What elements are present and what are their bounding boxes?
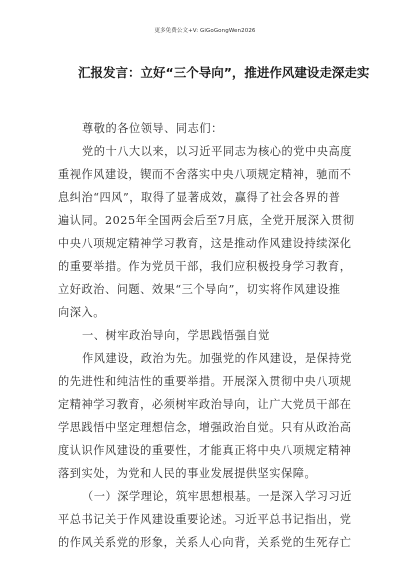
body-line: 向深入。 [58,306,105,319]
body-line: 学思践悟中坚定理想信念，增强政治自觉。只有从政治高 [58,421,352,434]
body-line: 度认识作风建设的重要性，才能真正将中央八项规定精神 [58,444,352,457]
body-line: 立好政治、问题、效果“三个导向”，切实将作风建设推 [58,283,341,296]
body-line: 尊敬的各位领导、同志们： [82,122,223,135]
body-line: 作风建设，政治为先。加强党的作风建设，是保持党 [82,352,352,365]
header-note: 更多免费公文+V: GiGoGongWen2026 [154,28,256,34]
body-line: 的重要举措。作为党员干部，我们应积极投身学习教育， [58,260,352,273]
body-line: 定精神学习教育，必须树牢政治导向，让广大党员干部在 [58,398,352,411]
body-line: 中央八项规定精神学习教育，这是推动作风建设持续深化 [58,237,352,250]
document-title: 汇报发言：立好“三个导向”，推进作风建设走深走实 [78,65,370,80]
document-body [58,117,358,554]
body-line: 遍认同。2025年全国两会后至7月底，全党开展深入贯彻 [58,214,355,227]
body-line: 的作风关系党的形象，关系人心向背，关系党的生死存亡 [58,536,352,549]
body-line: （一）深学理论，筑牢思想根基。一是深入学习习近 [82,490,352,503]
body-line: 落到实处，为党和人民的事业发展提供坚实保障。 [58,467,317,480]
body-line: 平总书记关于作风建设重要论述。习近平总书记指出，党 [58,513,352,526]
body-line: 息纠治“四风”，取得了显著成效，赢得了社会各界的普 [58,191,341,204]
body-line: 党的十八大以来，以习近平同志为核心的党中央高度 [82,145,352,158]
body-line: 的先进性和纯洁性的重要举措。开展深入贯彻中央八项规 [58,375,352,388]
body-line: 重视作风建设，锲而不舍落实中央八项规定精神，驰而不 [58,168,352,181]
body-line: 一、树牢政治导向，学思践悟强自觉 [82,329,270,342]
